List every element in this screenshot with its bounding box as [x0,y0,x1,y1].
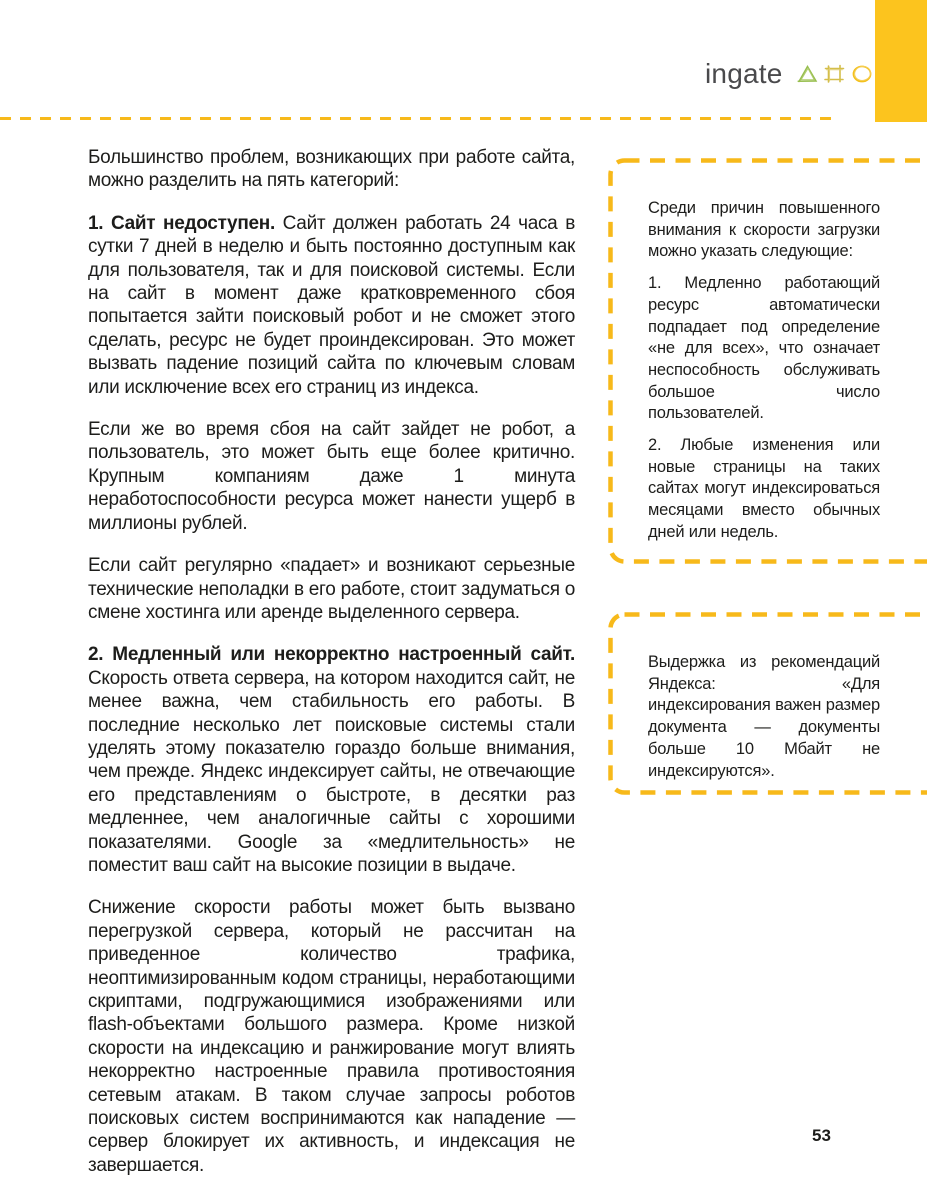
logo-icons [796,63,874,85]
callout-paragraph: Среди причин повышенного внимания к скорости загрузки можно указать следующие: [648,199,880,261]
callout-content [648,198,880,544]
paragraph-lead: 1. Сайт недоступен. [88,212,275,234]
main-text-column [88,146,575,1196]
logo-text: ingate [705,58,783,89]
callout-content [648,652,880,782]
paragraph-text: Снижение скорости работы может быть вызвано перегрузкой сервера, который не рассчитан на приведенное количество трафика, неоптимизированным кодом страницы, неработающими скриптами, подгружающимися изображениями или flash-объектами большого размера. Кроме низкой скорости на индексацию и ранжирование могут влиять некорректно настроенные правила противостояния сетевым атакам. В таком случае запросы роботов поисковых систем воспринимаются как нападение — сервер блокирует их активность, и индексация не завершается. [88,897,575,1176]
square-icon [823,63,846,85]
callout-paragraph: 2. Любые изменения или новые страницы на таких сайтах могут индексироваться месяцами вместо обычных дней или недель. [648,436,880,541]
paragraph-text: Если сайт регулярно «падает» и возникают серьезные технические неполадки в его работе, стоит задуматься о смене хостинга или аренде выделенного сервера. [88,555,575,623]
corner-accent-block [875,0,927,122]
body-paragraph [88,146,575,193]
paragraph-text: Скорость ответа сервера, на котором находится сайт, не менее важна, чем стабильность его работы. В последние несколько лет поисковые системы стали уделять этому показателю гораздо больше внимания, чем прежде. Яндекс индексирует сайты, не отвечающие его представлениям о быстроте, в десятки раз медленнее, чем аналогичные сайты с хорошими показателями. Google за «медлительность» не поместит ваш сайт на высокие позиции в выдаче. [88,667,575,876]
sidebar-callout-yandex-recommendation [608,612,927,795]
paragraph-text: Если же во время сбоя на сайт зайдет не робот, а пользователь, это может быть еще более критично. Крупным компаниям даже 1 минута неработоспособности ресурса может нанести ущерб в миллионы рублей. [88,419,575,534]
body-paragraph [88,418,575,535]
sidebar-callout-load-speed [608,158,927,564]
header-divider-dashed-line [0,117,833,120]
paragraph-lead: 2. Медленный или некорректно настроенный сайт. [88,644,575,666]
body-paragraph [88,554,575,624]
page-number: 53 [812,1126,831,1145]
callout-paragraph: 1. Медленно работающий ресурс автоматически подпадает под определение «не для всех», что означает неспособность обслуживать большое число пользователей. [648,274,880,423]
body-paragraph [88,896,575,1177]
paragraph-text: Сайт должен работать 24 часа в сутки 7 дней в неделю и быть постоянно доступным как для пользователя, так и для поисковой системы. Если на сайт в момент даже кратковременного сбоя попытается зайти поисковый робот и не сможет этого сделать, ресурс не будет проиндексирован. Это может вызвать падение позиций сайта по ключевым словам или исключение всех его страниц из индекса. [88,212,575,398]
callout-paragraph: Выдержка из рекомендаций Яндекса: «Для индексирования важен размер документа — документы больше 10 Мбайт не индексируются». [648,653,880,780]
logo [705,60,874,88]
body-paragraph [88,212,575,399]
triangle-icon [796,63,819,85]
paragraph-text: Большинство проблем, возникающих при работе сайта, можно разделить на пять категорий: [88,147,575,192]
circle-icon [850,63,874,85]
body-paragraph [88,643,575,877]
